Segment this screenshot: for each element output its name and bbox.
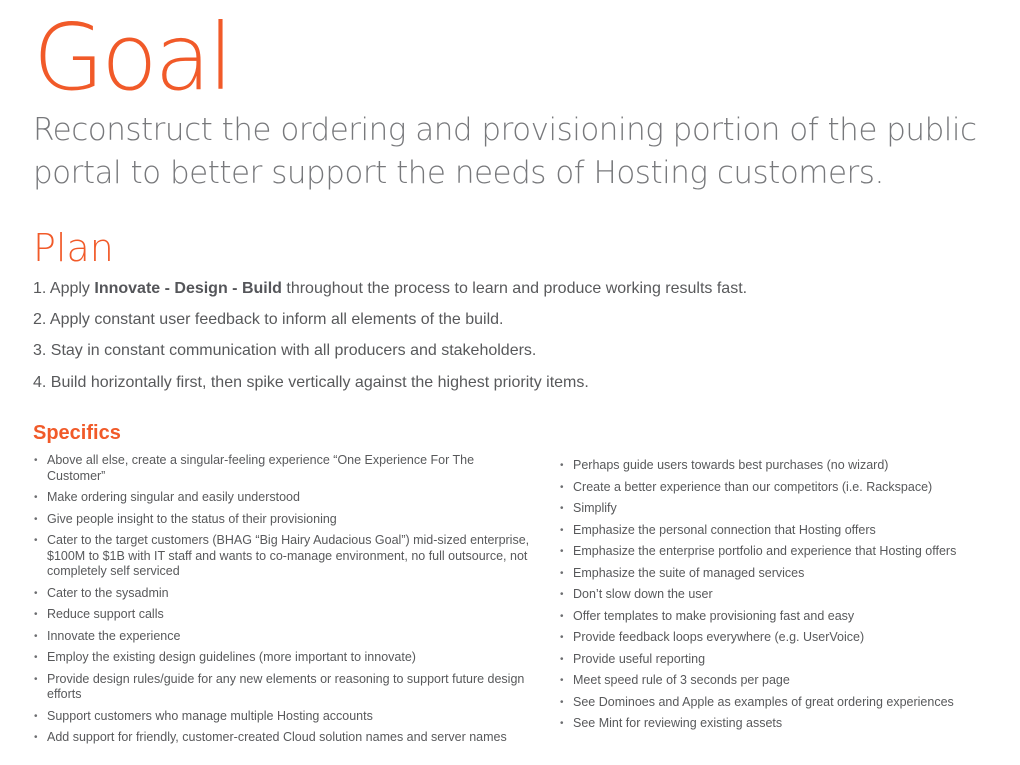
list-item xyxy=(33,512,535,528)
bullet-icon: • xyxy=(34,535,38,547)
plan-item-text: 4. Build horizontally first, then spike vertically against the highest priority items. xyxy=(33,373,589,391)
bullet-icon: • xyxy=(560,567,564,579)
bullet-icon: • xyxy=(560,460,564,472)
list-item-text: Emphasize the personal connection that Hosting offers xyxy=(573,522,876,537)
list-item xyxy=(559,480,982,496)
plan-item-text: 3. Stay in constant communication with all producers and stakeholders. xyxy=(33,342,537,360)
bullet-icon: • xyxy=(34,587,38,599)
list-item xyxy=(559,523,982,539)
list-item xyxy=(559,544,982,560)
list-item-text: Support customers who manage multiple Hosting accounts xyxy=(47,708,373,723)
list-item xyxy=(33,607,535,623)
plan-item-text: 1. Apply xyxy=(33,279,95,297)
bullet-icon: • xyxy=(560,632,564,644)
list-item-text: Provide feedback loops everywhere (e.g. UserVoice) xyxy=(573,630,865,645)
list-item xyxy=(559,458,982,474)
bullet-icon: • xyxy=(34,673,38,685)
list-item-text: See Dominoes and Apple as examples of great ordering experiences xyxy=(573,694,954,709)
plan-heading: Plan xyxy=(33,225,114,270)
list-item-text: Meet speed rule of 3 seconds per page xyxy=(573,673,790,688)
list-item xyxy=(33,730,535,746)
bullet-icon: • xyxy=(560,675,564,687)
bullet-icon: • xyxy=(560,696,564,708)
bullet-icon: • xyxy=(560,481,564,493)
list-item xyxy=(33,709,535,725)
specifics-right-column xyxy=(559,453,982,738)
list-item-text: Cater to the target customers (BHAG “Big Hairy Audacious Goal”) mid-sized enterprise, $100M to $1B with IT staff and wants to co-manage environment, no full outsource, not completely self serviced xyxy=(47,533,530,579)
bullet-icon: • xyxy=(34,513,38,525)
bullet-icon: • xyxy=(560,589,564,601)
list-item-text: Add support for friendly, customer-created Cloud solution names and server names xyxy=(47,730,507,745)
list-item-text: Provide design rules/guide for any new elements or reasoning to support future design efforts xyxy=(47,671,525,702)
list-item-text: Reduce support calls xyxy=(47,607,164,622)
bullet-icon: • xyxy=(560,718,564,730)
list-item xyxy=(33,672,535,703)
bullet-icon: • xyxy=(34,609,38,621)
list-item xyxy=(559,587,982,603)
bullet-icon: • xyxy=(560,610,564,622)
plan-item xyxy=(33,311,982,329)
list-item-text: Don’t slow down the user xyxy=(573,587,713,602)
list-item-text: Perhaps guide users towards best purchases (no wizard) xyxy=(573,458,889,473)
specifics-columns xyxy=(33,453,982,752)
list-item xyxy=(33,453,535,484)
plan-item xyxy=(33,280,982,298)
bullet-icon: • xyxy=(34,732,38,744)
list-item-text: Provide useful reporting xyxy=(573,651,706,666)
list-item xyxy=(559,630,982,646)
list-item xyxy=(33,629,535,645)
list-item xyxy=(559,501,982,517)
list-item-text: Offer templates to make provisioning fast and easy xyxy=(573,608,855,623)
bullet-icon: • xyxy=(560,524,564,536)
list-item-text: Create a better experience than our competitors (i.e. Rackspace) xyxy=(573,479,933,494)
specifics-heading: Specifics xyxy=(33,422,121,445)
specifics-left-column xyxy=(33,453,535,752)
plan-item xyxy=(33,342,982,360)
list-item xyxy=(559,695,982,711)
list-item xyxy=(33,533,535,580)
bullet-icon: • xyxy=(34,492,38,504)
bullet-icon: • xyxy=(34,630,38,642)
list-item-text: Emphasize the suite of managed services xyxy=(573,565,805,580)
plan-list xyxy=(33,280,982,393)
list-item xyxy=(33,586,535,602)
plan-item-bold-text: Innovate - Design - Build xyxy=(94,279,282,297)
list-item-text: Employ the existing design guidelines (more important to innovate) xyxy=(47,650,416,665)
list-item-text: Innovate the experience xyxy=(47,628,181,643)
goal-heading: Goal xyxy=(33,4,231,111)
plan-item-text: throughout the process to learn and produce working results fast. xyxy=(281,279,748,297)
list-item xyxy=(559,609,982,625)
list-item-text: Simplify xyxy=(573,501,617,516)
bullet-icon: • xyxy=(560,653,564,665)
list-item-text: Emphasize the enterprise portfolio and experience that Hosting offers xyxy=(573,544,957,559)
list-item xyxy=(559,652,982,668)
list-item-text: Cater to the sysadmin xyxy=(47,585,169,600)
bullet-icon: • xyxy=(560,503,564,515)
list-item xyxy=(33,650,535,666)
bullet-icon: • xyxy=(34,652,38,664)
plan-item xyxy=(33,374,982,392)
plan-item-text: 2. Apply constant user feedback to inform all elements of the build. xyxy=(33,310,504,328)
list-item-text: Make ordering singular and easily understood xyxy=(47,490,300,505)
list-item-text: Give people insight to the status of their provisioning xyxy=(47,511,337,526)
bullet-icon: • xyxy=(34,455,38,467)
list-item xyxy=(559,716,982,732)
bullet-icon: • xyxy=(560,546,564,558)
list-item-text: Above all else, create a singular-feeling experience “One Experience For The Customer” xyxy=(47,453,475,483)
goal-subtitle: Reconstruct the ordering and provisioning portion of the public portal to better support the needs of Hosting customers. xyxy=(33,112,977,191)
list-item xyxy=(559,673,982,689)
list-item xyxy=(33,490,535,506)
list-item-text: See Mint for reviewing existing assets xyxy=(573,716,783,731)
bullet-icon: • xyxy=(34,710,38,722)
list-item xyxy=(559,566,982,582)
